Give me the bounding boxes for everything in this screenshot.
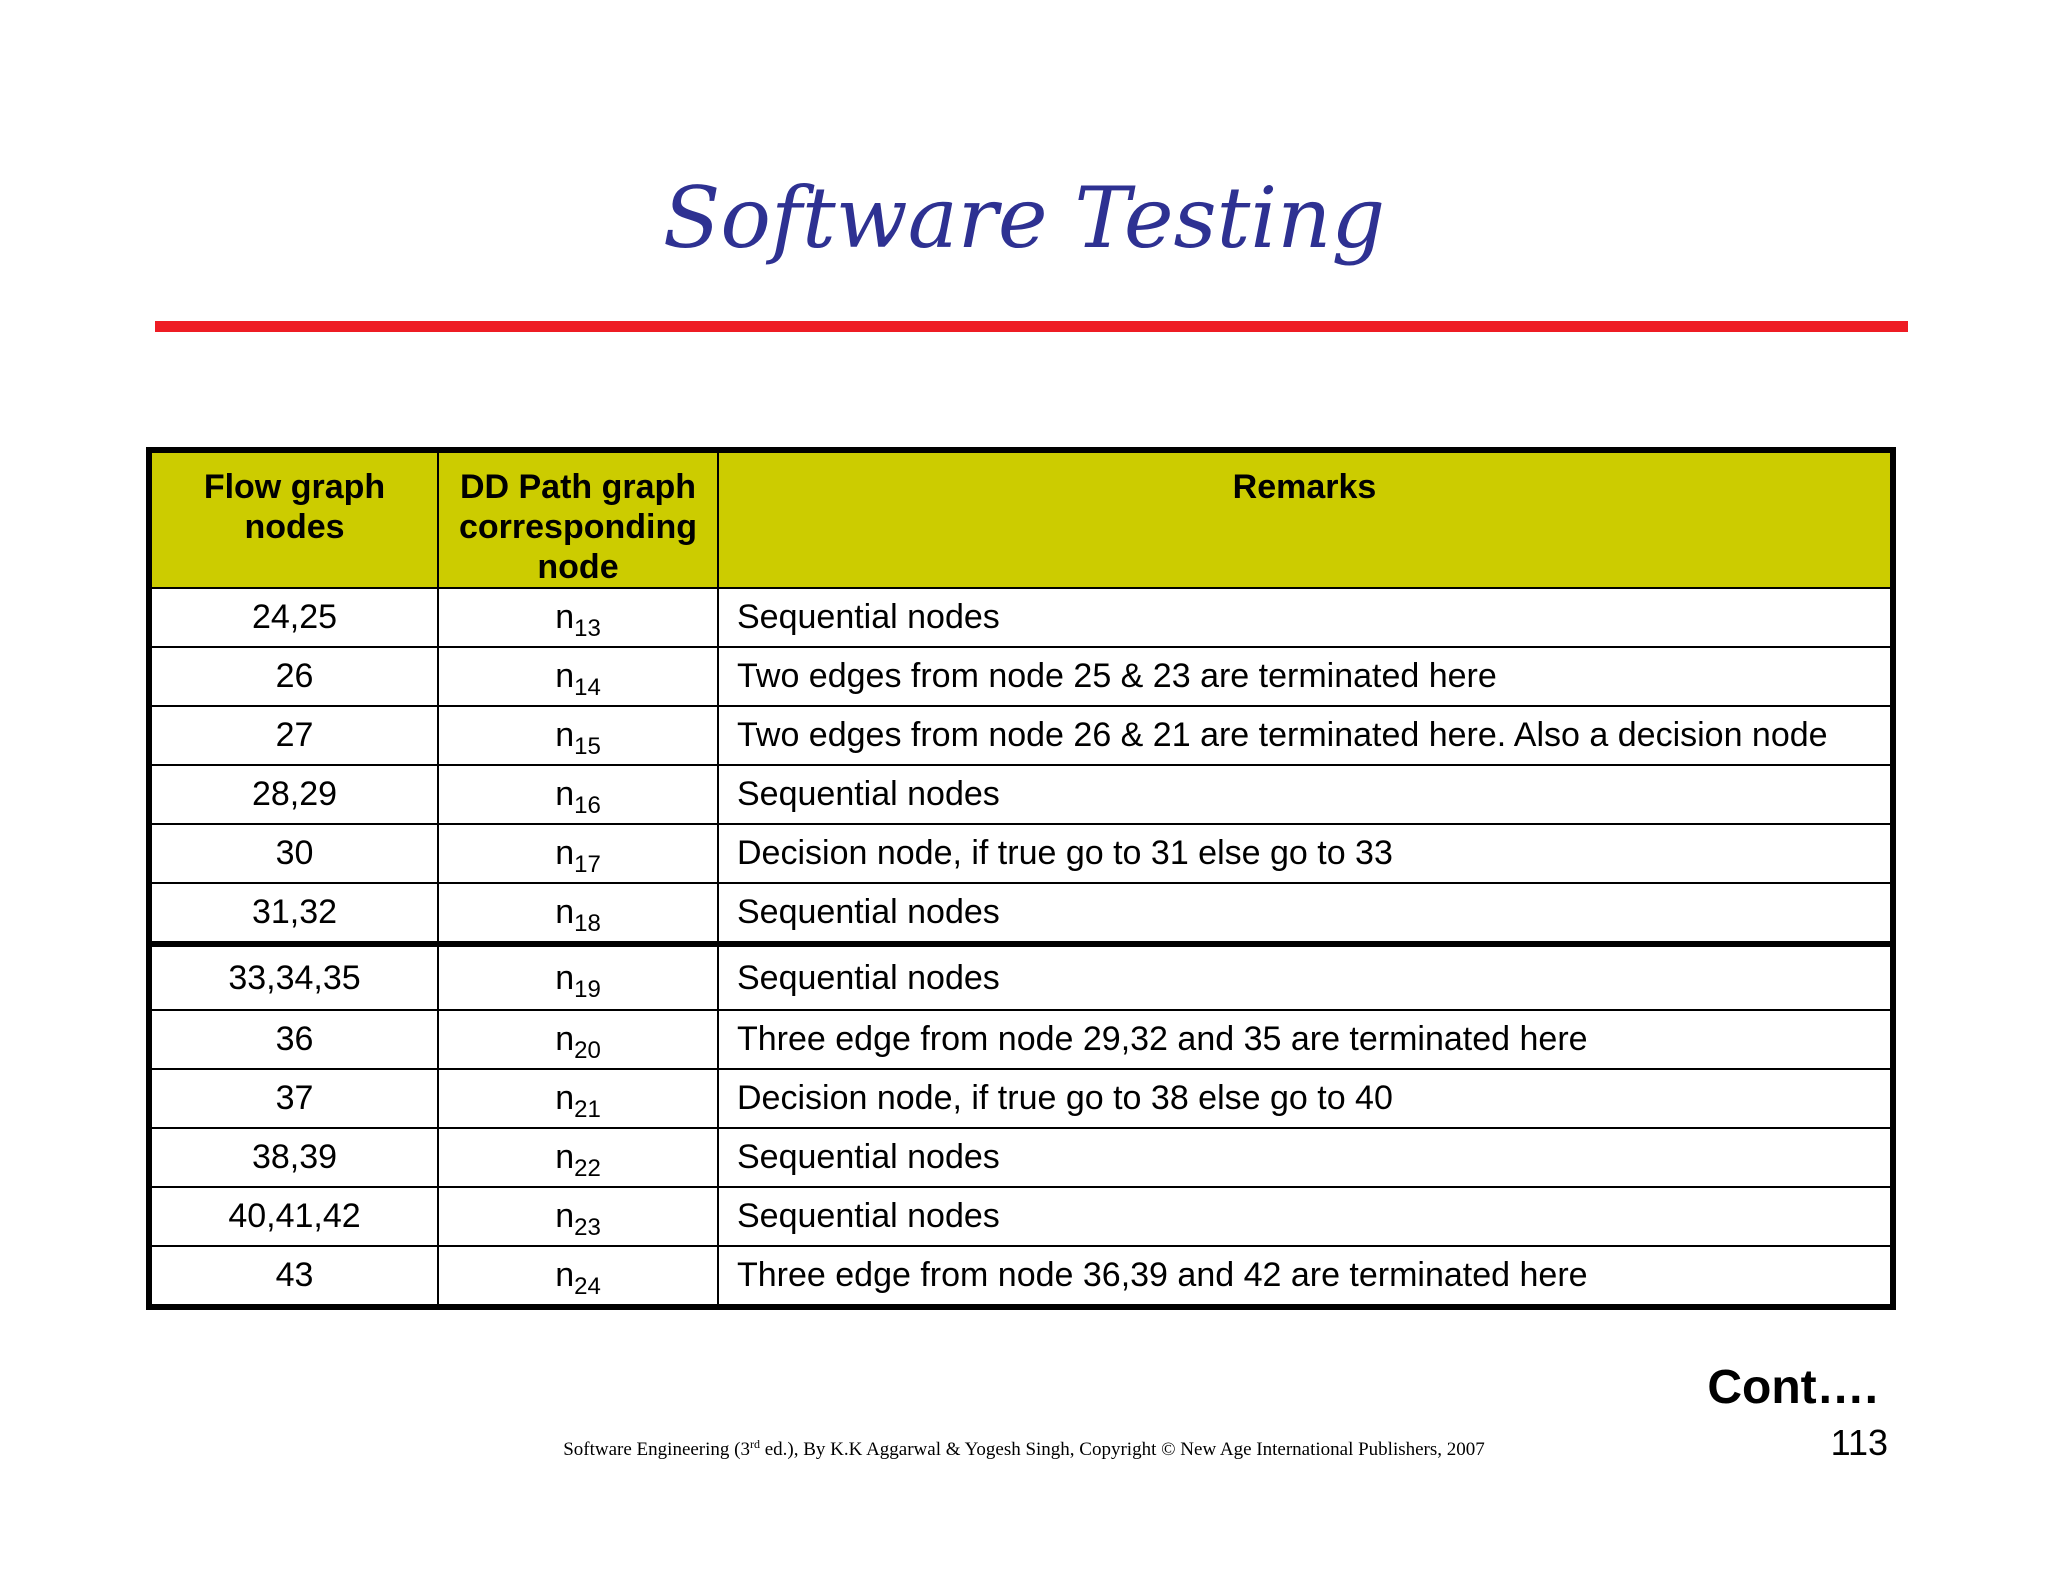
dd-node-base: n bbox=[555, 1079, 575, 1117]
table-row bbox=[151, 647, 1891, 706]
dd-node-base: n bbox=[555, 1197, 575, 1235]
remark-cell: Sequential nodes bbox=[718, 1128, 1891, 1187]
dd-path-node-cell bbox=[438, 647, 718, 706]
dd-path-node-cell bbox=[438, 1128, 718, 1187]
dd-node-subscript: 24 bbox=[574, 1273, 601, 1300]
table-row bbox=[151, 1069, 1891, 1128]
dd-node-base: n bbox=[555, 893, 575, 931]
table-row bbox=[151, 1128, 1891, 1187]
table-row bbox=[151, 883, 1891, 944]
remark-cell: Two edges from node 25 & 23 are terminated here bbox=[718, 647, 1891, 706]
dd-node-base: n bbox=[555, 1020, 575, 1058]
dd-node-base: n bbox=[555, 1256, 575, 1294]
dd-node-subscript: 14 bbox=[574, 674, 601, 701]
dd-node-base: n bbox=[555, 1138, 575, 1176]
remark-cell: Decision node, if true go to 31 else go to 33 bbox=[718, 824, 1891, 883]
flow-graph-nodes-cell: 31,32 bbox=[151, 883, 438, 944]
dd-path-table bbox=[146, 447, 1896, 1310]
continued-label: Cont…. bbox=[1707, 1361, 1878, 1414]
flow-graph-nodes-cell: 28,29 bbox=[151, 765, 438, 824]
table-row bbox=[151, 944, 1891, 1010]
dd-path-node-cell bbox=[438, 1010, 718, 1069]
flow-graph-nodes-cell: 30 bbox=[151, 824, 438, 883]
footer-citation-suffix: ed.), By K.K Aggarwal & Yogesh Singh, Copyright © New Age International Publishers, 2007 bbox=[760, 1439, 1485, 1460]
remark-cell: Three edge from node 36,39 and 42 are terminated here bbox=[718, 1246, 1891, 1305]
header-remarks: Remarks bbox=[718, 452, 1891, 588]
dd-node-base: n bbox=[555, 775, 575, 813]
flow-graph-nodes-cell: 37 bbox=[151, 1069, 438, 1128]
remark-cell: Three edge from node 29,32 and 35 are terminated here bbox=[718, 1010, 1891, 1069]
table-row bbox=[151, 1010, 1891, 1069]
dd-node-subscript: 16 bbox=[574, 792, 601, 819]
remark-cell: Two edges from node 26 & 21 are terminated here. Also a decision node bbox=[718, 706, 1891, 765]
footer-citation bbox=[0, 1438, 2048, 1462]
dd-node-subscript: 18 bbox=[574, 910, 601, 937]
table-row bbox=[151, 1246, 1891, 1305]
flow-graph-nodes-cell: 43 bbox=[151, 1246, 438, 1305]
remark-cell: Decision node, if true go to 38 else go to 40 bbox=[718, 1069, 1891, 1128]
table-row bbox=[151, 1187, 1891, 1246]
flow-graph-nodes-cell: 26 bbox=[151, 647, 438, 706]
flow-graph-nodes-cell: 38,39 bbox=[151, 1128, 438, 1187]
dd-node-subscript: 20 bbox=[574, 1037, 601, 1064]
table-row bbox=[151, 588, 1891, 647]
dd-node-base: n bbox=[555, 958, 575, 997]
remark-cell: Sequential nodes bbox=[718, 765, 1891, 824]
flow-graph-nodes-cell: 40,41,42 bbox=[151, 1187, 438, 1246]
dd-node-subscript: 22 bbox=[574, 1155, 601, 1182]
table-row bbox=[151, 765, 1891, 824]
page-number: 113 bbox=[1830, 1422, 1888, 1463]
dd-node-subscript: 17 bbox=[574, 851, 601, 878]
dd-node-subscript: 15 bbox=[574, 733, 601, 760]
table-row bbox=[151, 824, 1891, 883]
dd-node-subscript: 23 bbox=[574, 1214, 601, 1241]
dd-path-node-cell bbox=[438, 765, 718, 824]
dd-path-node-cell bbox=[438, 588, 718, 647]
dd-path-node-cell bbox=[438, 824, 718, 883]
footer-citation-prefix: Software Engineering (3 bbox=[563, 1439, 750, 1460]
dd-path-node-cell bbox=[438, 1187, 718, 1246]
dd-node-subscript: 13 bbox=[574, 615, 601, 642]
dd-node-base: n bbox=[555, 657, 575, 695]
remark-cell: Sequential nodes bbox=[718, 944, 1891, 1010]
header-flow-graph-nodes: Flow graph nodes bbox=[151, 452, 438, 588]
dd-path-node-cell bbox=[438, 706, 718, 765]
flow-graph-nodes-cell: 33,34,35 bbox=[151, 944, 438, 1010]
dd-path-node-cell bbox=[438, 1246, 718, 1305]
table-header-row bbox=[151, 452, 1891, 588]
header-dd-path-node: DD Path graph corresponding node bbox=[438, 452, 718, 588]
dd-node-base: n bbox=[555, 834, 575, 872]
dd-node-subscript: 21 bbox=[574, 1096, 601, 1123]
title-divider bbox=[155, 321, 1908, 332]
footer-citation-superscript: rd bbox=[750, 1437, 760, 1451]
remark-cell: Sequential nodes bbox=[718, 1187, 1891, 1246]
flow-graph-nodes-cell: 36 bbox=[151, 1010, 438, 1069]
remark-cell: Sequential nodes bbox=[718, 883, 1891, 944]
table-row bbox=[151, 706, 1891, 765]
remark-cell: Sequential nodes bbox=[718, 588, 1891, 647]
flow-graph-nodes-cell: 24,25 bbox=[151, 588, 438, 647]
dd-path-node-cell bbox=[438, 883, 718, 944]
dd-node-base: n bbox=[555, 598, 575, 636]
dd-node-base: n bbox=[555, 716, 575, 754]
dd-path-node-cell bbox=[438, 944, 718, 1010]
slide-title: Software Testing bbox=[662, 169, 1386, 267]
flow-graph-nodes-cell: 27 bbox=[151, 706, 438, 765]
dd-path-node-cell bbox=[438, 1069, 718, 1128]
dd-node-subscript: 19 bbox=[574, 975, 601, 1003]
